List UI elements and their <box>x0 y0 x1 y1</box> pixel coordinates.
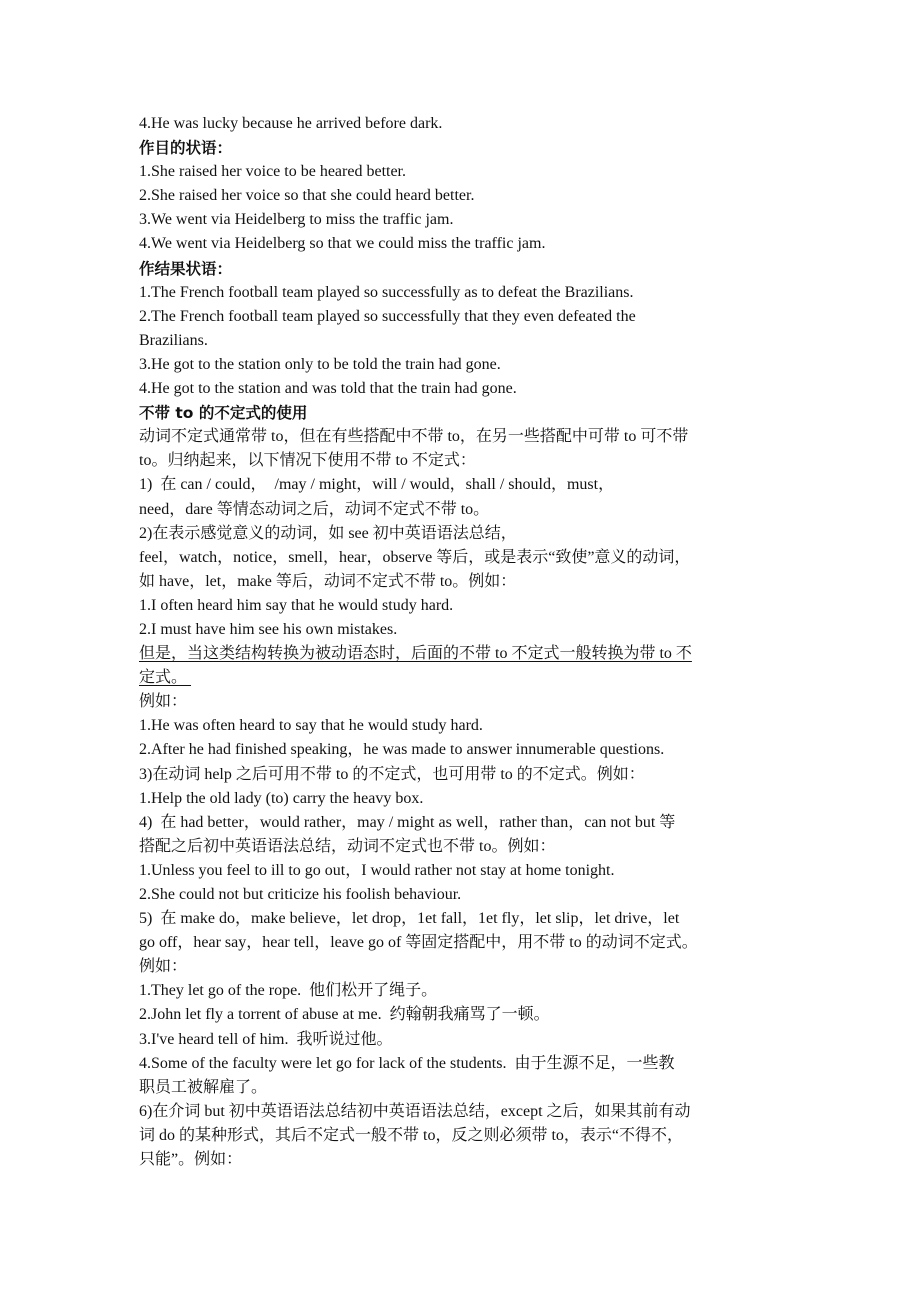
text-line: 2.John let fly a torrent of abuse at me. 约翰朝我痛骂了一顿。 <box>139 1006 550 1024</box>
text-line: 1) 在 can / could， /may / might，will / would，shall / should，must， <box>139 476 615 494</box>
text-line: 4.He was lucky because he arrived before dark. <box>139 115 443 132</box>
text-line: 1.The French football team played so successfully as to defeat the Brazilians. <box>139 283 634 301</box>
text-line: 1.He was often heard to say that he would study hard. <box>139 717 483 735</box>
text-line: need，dare 等情态动词之后，动词不定式不带 to。 <box>139 500 490 518</box>
text-line: 3.He got to the station only to be told the train had gone. <box>139 355 501 373</box>
text-line: 1.They let go of the rope. 他们松开了绳子。 <box>139 982 438 1000</box>
text-line: 例如： <box>139 958 188 976</box>
text-line: 但是，当这类结构转换为被动语态时，后面的不带 to 不定式一般转换为带 to 不 <box>139 645 692 663</box>
text-line: 搭配之后初中英语语法总结，动词不定式也不带 to。例如： <box>139 837 556 855</box>
text-line: Brazilians. <box>139 331 208 349</box>
text-line: 1.Help the old lady (to) carry the heavy box. <box>139 789 424 807</box>
text-line: 词 do 的某种形式，其后不定式一般不带 to，反之则必须带 to，表示“不得不， <box>139 1126 683 1144</box>
text-line: to。归纳起来，以下情况下使用不带 to 不定式： <box>139 452 476 470</box>
text-line: feel，watch，notice，smell，hear，observe 等后，或是表示“致使”意义的动词， <box>139 548 691 566</box>
text-line: 2)在表示感觉意义的动词，如 see 初中英语语法总结， <box>139 524 517 542</box>
text-line: 1.Unless you feel to ill to go out，I would rather not stay at home tonight. <box>139 861 615 879</box>
text-line: 3)在动词 help 之后可用不带 to 的不定式，也可用带 to 的不定式。例如： <box>139 765 645 783</box>
text-line: 1.I often heard him say that he would study hard. <box>139 596 454 614</box>
text-line: 2.After he had finished speaking，he was made to answer innumerable questions. <box>139 741 665 759</box>
text-line: 只能”。例如： <box>139 1151 243 1169</box>
text-line: 4) 在 had better，would rather，may / might as well，rather than，can not but 等 <box>139 813 676 831</box>
text-line: 5) 在 make do，make believe，let drop，1et fall，1et fly，let slip，let drive，let <box>139 910 680 928</box>
text-line: 4.He got to the station and was told that the train had gone. <box>139 380 517 398</box>
section-heading: 作目的状语： <box>139 139 233 158</box>
text-line: 4.Some of the faculty were let go for lack of the students. 由于生源不足，一些教 <box>139 1054 675 1072</box>
text-line: go off，hear say，hear tell，leave go of 等固定搭配中，用不带 to 的动词不定式。 <box>139 934 698 952</box>
text-line: 动词不定式通常带 to，但在有些搭配中不带 to，在另一些搭配中可带 to 可不带 <box>139 428 689 446</box>
text-line: 定式。 <box>139 669 192 687</box>
section-heading: 不带 to 的不定式的使用 <box>139 404 308 423</box>
text-line: 2.I must have him see his own mistakes. <box>139 620 398 638</box>
section-heading: 作结果状语： <box>139 259 233 278</box>
text-line: 2.The French football team played so successfully that they even defeated the <box>139 307 636 325</box>
text-line: 职员工被解雇了。 <box>139 1078 268 1096</box>
text-line: 4.We went via Heidelberg so that we could miss the traffic jam. <box>139 235 546 253</box>
text-line: 2.She raised her voice so that she could heard better. <box>139 187 475 205</box>
text-line: 2.She could not but criticize his foolish behaviour. <box>139 886 462 903</box>
text-line: 3.I've heard tell of him. 我听说过他。 <box>139 1030 393 1048</box>
document-page <box>139 112 789 1172</box>
text-line: 3.We went via Heidelberg to miss the traffic jam. <box>139 211 454 229</box>
text-line: 1.She raised her voice to be heared better. <box>139 163 406 181</box>
text-line: 例如： <box>139 693 188 711</box>
text-line: 如 have，let，make 等后，动词不定式不带 to。例如： <box>139 572 517 590</box>
text-line: 6)在介词 but 初中英语语法总结初中英语语法总结，except 之后，如果其前有动 <box>139 1102 691 1120</box>
